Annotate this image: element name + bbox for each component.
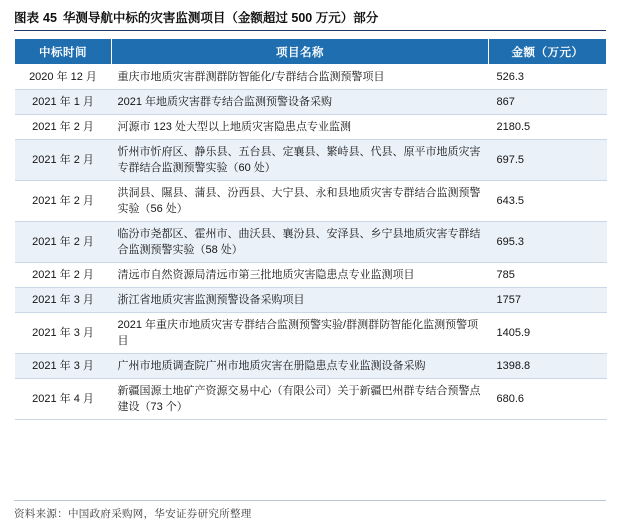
footer: [14, 500, 606, 521]
cell-amount: 697.5: [489, 140, 607, 181]
cell-date: 2021 年 4 月: [15, 379, 112, 420]
cell-name: 2021 年地质灾害群专结合监测预警设备采购: [112, 90, 489, 115]
cell-date: 2021 年 1 月: [15, 90, 112, 115]
column-header-name: 项目名称: [112, 39, 489, 65]
page-title: 华测导航中标的灾害监测项目（金额超过 500 万元）部分: [62, 11, 379, 25]
table-header: [15, 39, 607, 65]
cell-amount: 1405.9: [489, 313, 607, 354]
cell-date: 2021 年 3 月: [15, 288, 112, 313]
cell-date: 2021 年 2 月: [15, 115, 112, 140]
table-row: [15, 263, 607, 288]
cell-amount: 2180.5: [489, 115, 607, 140]
title-divider: [14, 30, 606, 31]
table-row: [15, 181, 607, 222]
figure-label: 图表: [14, 11, 40, 25]
cell-amount: 680.6: [489, 379, 607, 420]
cell-name: 河源市 123 处大型以上地质灾害隐患点专业监测: [112, 115, 489, 140]
cell-amount: 643.5: [489, 181, 607, 222]
cell-amount: 867: [489, 90, 607, 115]
cell-amount: 1757: [489, 288, 607, 313]
cell-name: 广州市地质调查院广州市地质灾害在册隐患点专业监测设备采购: [112, 354, 489, 379]
table-row: [15, 115, 607, 140]
table-row: [15, 379, 607, 420]
cell-date: 2021 年 2 月: [15, 222, 112, 263]
table-header-row: [15, 39, 607, 65]
figure-title-row: [14, 10, 606, 26]
table-row: [15, 65, 607, 90]
cell-name: 浙江省地质灾害监测预警设备采购项目: [112, 288, 489, 313]
footer-divider: [14, 500, 606, 501]
table-row: [15, 288, 607, 313]
cell-date: 2021 年 2 月: [15, 263, 112, 288]
cell-date: 2021 年 2 月: [15, 181, 112, 222]
cell-amount: 785: [489, 263, 607, 288]
cell-date: 2021 年 3 月: [15, 313, 112, 354]
cell-date: 2021 年 2 月: [15, 140, 112, 181]
table-row: [15, 313, 607, 354]
table-row: [15, 140, 607, 181]
table-row: [15, 90, 607, 115]
cell-amount: 1398.8: [489, 354, 607, 379]
cell-name: 忻州市忻府区、静乐县、五台县、定襄县、繁峙县、代县、原平市地质灾害专群结合监测预警实验（60 处）: [112, 140, 489, 181]
projects-table: [14, 38, 607, 420]
cell-date: 2020 年 12 月: [15, 65, 112, 90]
cell-amount: 695.3: [489, 222, 607, 263]
cell-amount: 526.3: [489, 65, 607, 90]
cell-name: 洪洞县、隰县、蒲县、汾西县、大宁县、永和县地质灾害专群结合监测预警实验（56 处）: [112, 181, 489, 222]
cell-name: 清远市自然资源局清远市第三批地质灾害隐患点专业监测项目: [112, 263, 489, 288]
cell-name: 临汾市尧都区、霍州市、曲沃县、襄汾县、安泽县、乡宁县地质灾害专群结合监测预警实验（58 处）: [112, 222, 489, 263]
source-note: 资料来源：中国政府采购网，华安证券研究所整理: [14, 508, 252, 520]
cell-name: 新疆国源土地矿产资源交易中心（有限公司）关于新疆巴州群专结合预警点建设（73 个）: [112, 379, 489, 420]
table-row: [15, 354, 607, 379]
column-header-date: 中标时间: [15, 39, 112, 65]
cell-date: 2021 年 3 月: [15, 354, 112, 379]
cell-name: 2021 年重庆市地质灾害专群结合监测预警实验/群测群防智能化监测预警项目: [112, 313, 489, 354]
cell-name: 重庆市地质灾害群测群防智能化/专群结合监测预警项目: [112, 65, 489, 90]
table-row: [15, 222, 607, 263]
figure-number: 45: [43, 11, 57, 25]
table-body: [15, 65, 607, 420]
column-header-amount: 金额（万元）: [489, 39, 607, 65]
